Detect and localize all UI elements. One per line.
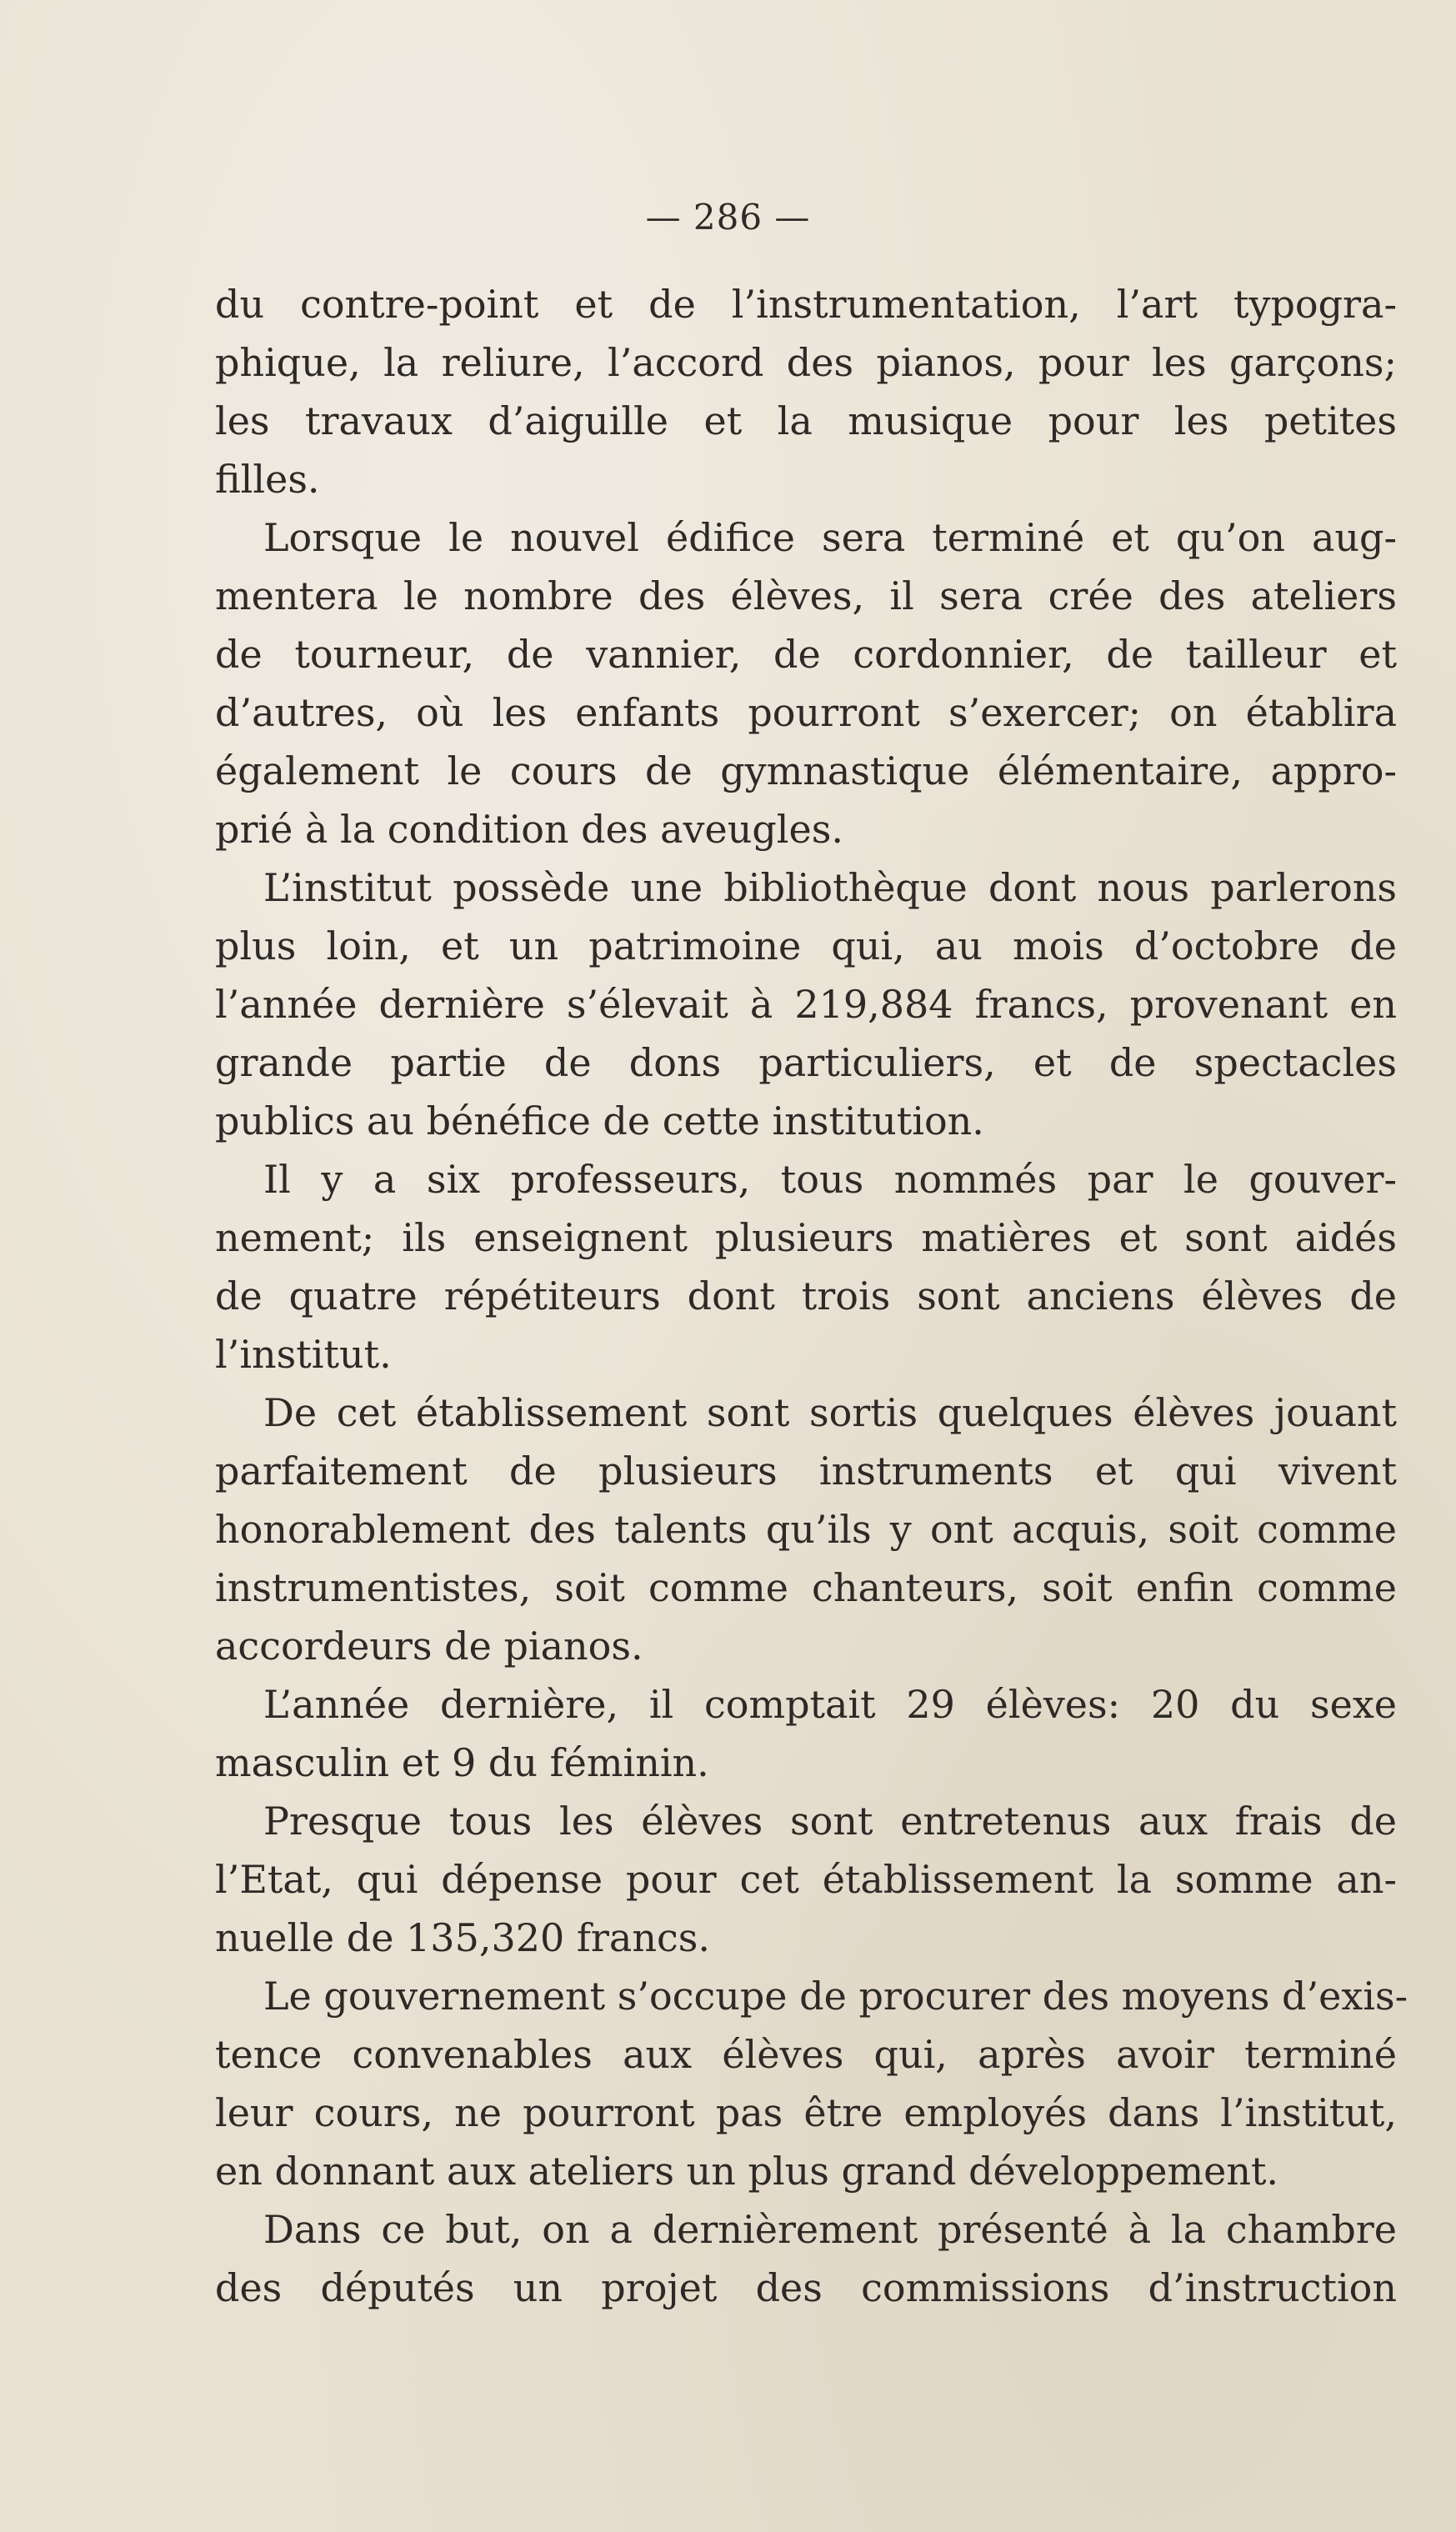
text-line: l’année dernière s’élevait à 219,884 francs, provenant en xyxy=(215,982,1397,1027)
text-line: Il y a six professeurs, tous nommés par le gouver- xyxy=(263,1157,1397,1202)
text-line: Le gouvernement s’occupe de procurer des moyens d’exis- xyxy=(263,1974,1408,2019)
text-line: tence convenables aux élèves qui, après avoir terminé xyxy=(215,2032,1397,2077)
text-line: Lorsque le nouvel édifice sera terminé et qu’on aug- xyxy=(263,515,1397,560)
text-line: en donnant aux ateliers un plus grand développement. xyxy=(215,2149,1279,2194)
text-line: mentera le nombre des élèves, il sera crée des ateliers xyxy=(215,573,1397,618)
text-line: instrumentistes, soit comme chanteurs, soit enfin comme xyxy=(215,1565,1397,1610)
page-number: — 286 — xyxy=(645,197,811,238)
text-line: de quatre répétiteurs dont trois sont anciens élèves de xyxy=(215,1274,1397,1319)
text-line: L’institut possède une bibliothèque dont nous parlerons xyxy=(263,865,1397,910)
text-line: l’institut. xyxy=(215,1332,392,1377)
text-line: accordeurs de pianos. xyxy=(215,1624,643,1669)
text-line: phique, la reliure, l’accord des pianos, pour les garçons; xyxy=(215,340,1397,385)
text-line: du contre-point et de l’instrumentation, l’art typogra- xyxy=(215,282,1397,327)
text-line: grande partie de dons particuliers, et de spectacles xyxy=(215,1040,1397,1085)
text-line: masculin et 9 du féminin. xyxy=(215,1740,709,1785)
text-line: honorablement des talents qu’ils y ont acquis, soit comme xyxy=(215,1507,1397,1552)
text-line: des députés un projet des commissions d’instruction xyxy=(215,2265,1397,2310)
text-line: Dans ce but, on a dernièrement présenté à la chambre xyxy=(263,2207,1397,2252)
text-line: les travaux d’aiguille et la musique pour les petites xyxy=(215,398,1397,443)
text-line: d’autres, où les enfants pourront s’exercer; on établira xyxy=(215,690,1397,735)
text-line: nement; ils enseignent plusieurs matières et sont aidés xyxy=(215,1215,1397,1260)
text-line: Presque tous les élèves sont entretenus aux frais de xyxy=(263,1799,1397,1844)
text-line: l’Etat, qui dépense pour cet établissement la somme an- xyxy=(215,1857,1397,1902)
text-line: nuelle de 135,320 francs. xyxy=(215,1915,710,1960)
text-line: publics au bénéfice de cette institution. xyxy=(215,1098,984,1143)
text-line: leur cours, ne pourront pas être employés dans l’institut, xyxy=(215,2090,1397,2135)
text-line: prié à la condition des aveugles. xyxy=(215,807,843,852)
text-line: de tourneur, de vannier, de cordonnier, de tailleur et xyxy=(215,632,1397,677)
text-line: plus loin, et un patrimoine qui, au mois d’octobre de xyxy=(215,923,1397,968)
text-line: filles. xyxy=(215,457,320,502)
text-line: L’année dernière, il comptait 29 élèves: 20 du sexe xyxy=(263,1682,1397,1727)
body-text xyxy=(215,275,1408,2317)
text-line: également le cours de gymnastique élémentaire, appro- xyxy=(215,748,1397,793)
text-line: De cet établissement sont sortis quelques élèves jouant xyxy=(263,1390,1397,1435)
text-line: parfaitement de plusieurs instruments et qui vivent xyxy=(215,1449,1397,1494)
